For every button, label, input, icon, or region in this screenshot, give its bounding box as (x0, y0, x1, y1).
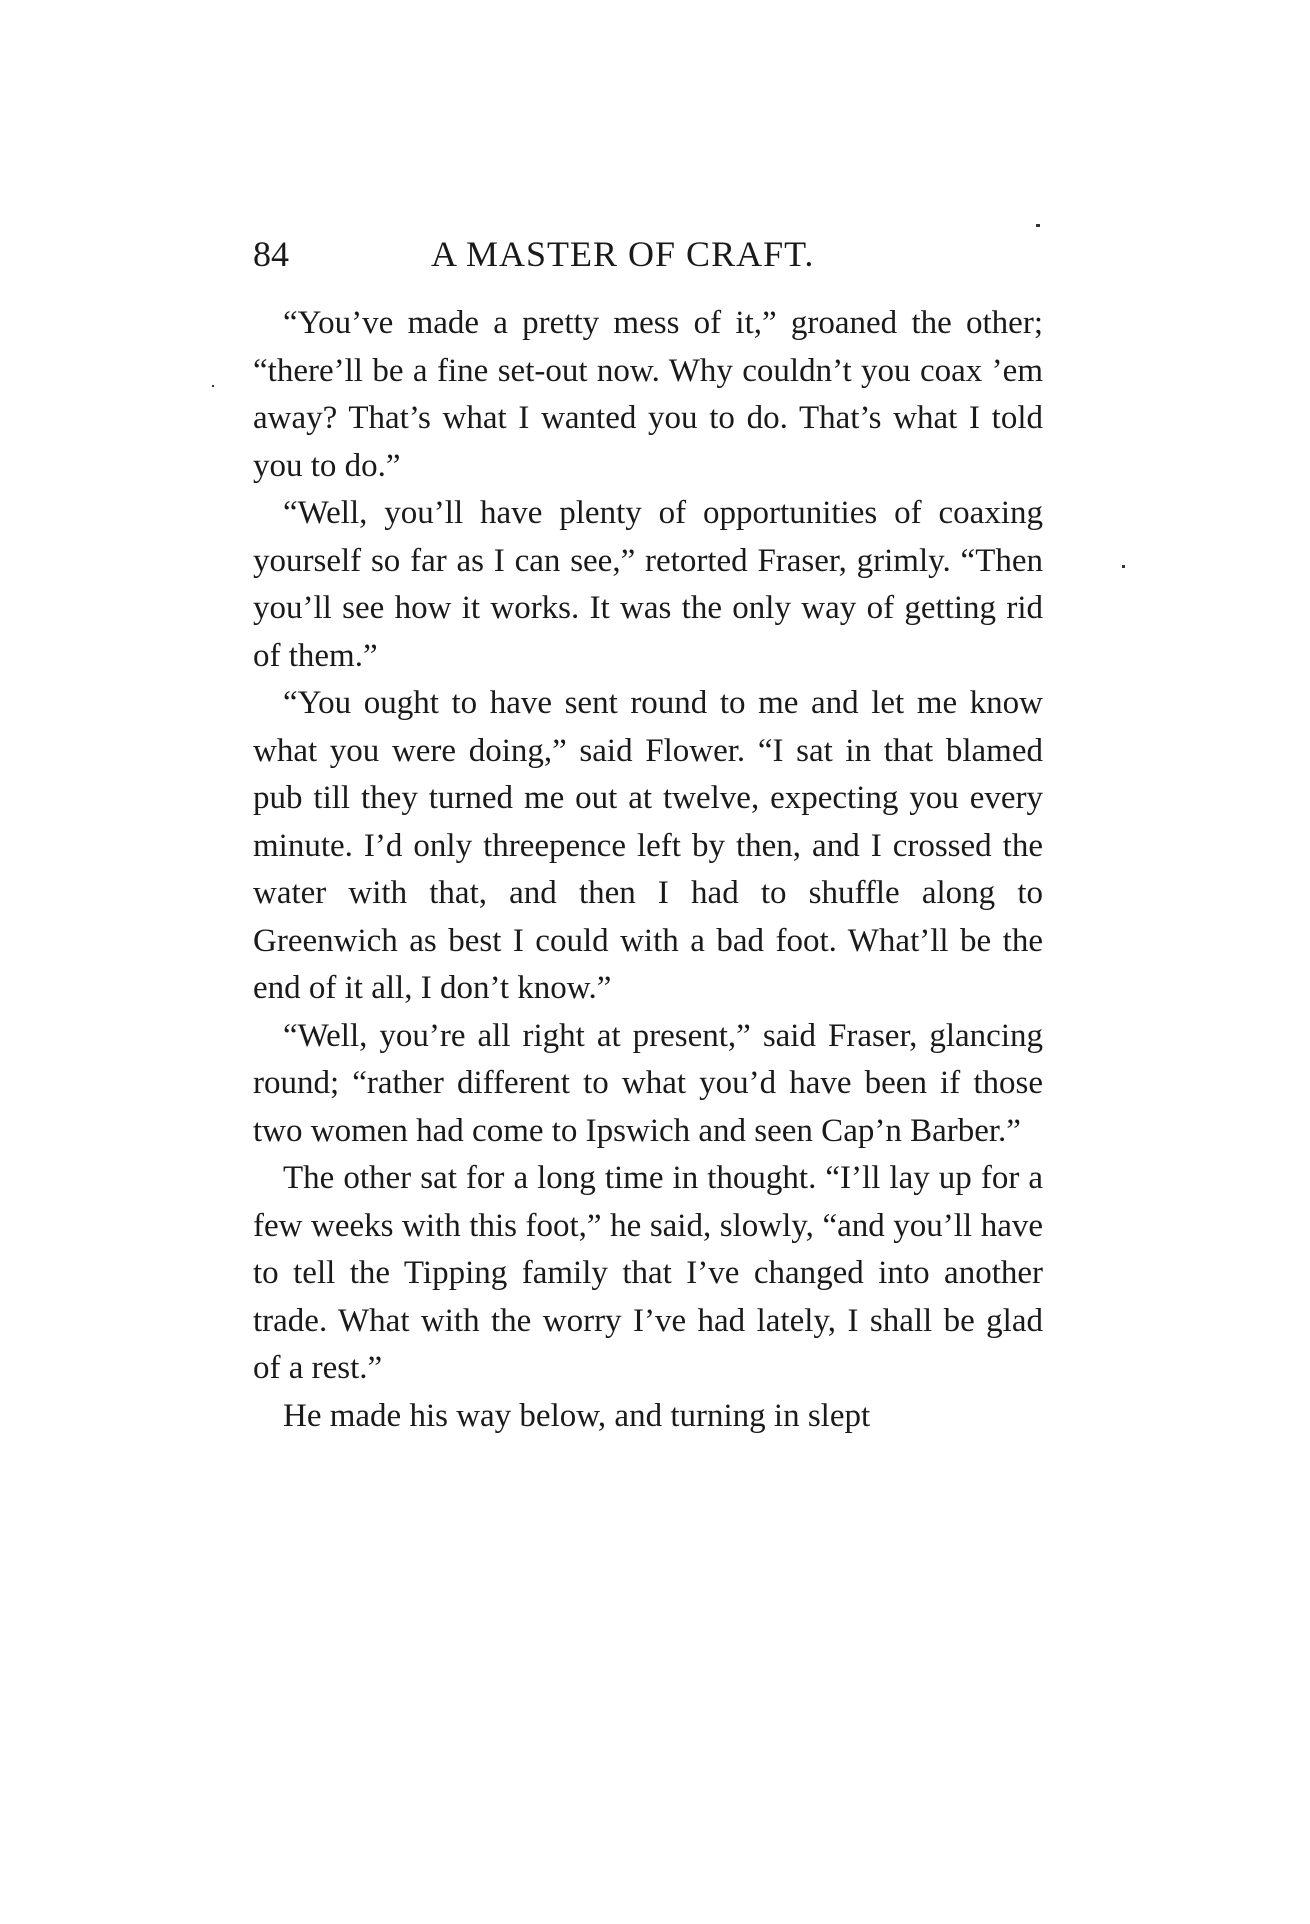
running-title: A MASTER OF CRAFT. (431, 234, 815, 274)
body-text (253, 300, 1043, 1440)
print-speck (212, 385, 214, 387)
page-header (253, 226, 1053, 282)
print-speck (1122, 565, 1125, 568)
paragraph: “Well, you’ll have plenty of opportunities of coaxing yourself so far as I can see,” retorted Fraser, grimly. “Then you’ll see how it works. It was the only way of getting rid of them.” (253, 495, 1043, 674)
page-number: 84 (253, 234, 289, 274)
paragraph: “You ought to have sent round to me and let me know what you were doing,” said Flower. “I sat in that blamed pub till they turned me out at twelve, expecting you every minute. I’d only threepence left by then, and I crossed the water with that, and then I had to shuffle along to Greenwich as best I could with a bad foot. What’ll be the end of it all, I don’t know.” (253, 685, 1043, 1006)
paragraph: “You’ve made a pretty mess of it,” groaned the other; “there’ll be a fine set-out now. Why couldn’t you coax ’em away? That’s what I wanted you to do. That’s what I told you to do.” (253, 305, 1043, 484)
paragraph: The other sat for a long time in thought. “I’ll lay up for a few weeks with this foot,” he said, slowly, “and you’ll have to tell the Tipping family that I’ve changed into another trade. What with the worry I’ve had lately, I shall be glad of a rest.” (253, 1160, 1043, 1386)
print-speck (1036, 224, 1040, 227)
paragraph: He made his way below, and turning in slept (283, 1397, 871, 1434)
paragraph: “Well, you’re all right at present,” said Fraser, glancing round; “rather different to what you’d have been if those two women had come to Ipswich and seen Cap’n Barber.” (253, 1017, 1043, 1149)
